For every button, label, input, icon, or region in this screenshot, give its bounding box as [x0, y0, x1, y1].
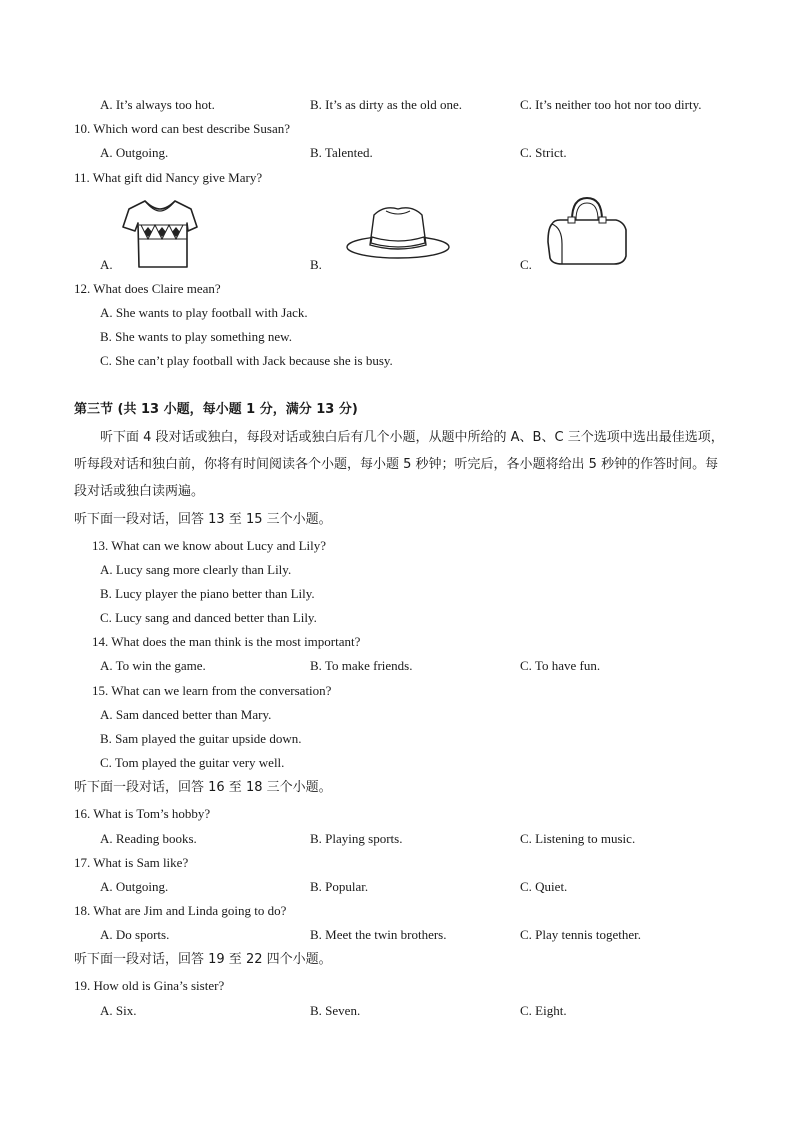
q9-option-b: B. It’s as dirty as the old one. — [310, 97, 463, 112]
q14-option-b: B. To make friends. — [310, 658, 413, 673]
q16-question: 16. What is Tom’s hobby? — [74, 806, 211, 821]
q19-question: 19. How old is Gina’s sister? — [74, 978, 225, 993]
dialog-intro-13-15: 听下面一段对话，回答 13 至 15 三个小题。 — [74, 512, 332, 527]
q12-option-c: C. She can’t play football with Jack because she is busy. — [100, 353, 393, 368]
q9-option-a: A. It’s always too hot. — [100, 97, 215, 112]
q10-option-a: A. Outgoing. — [100, 145, 169, 160]
q16-option-a: A. Reading books. — [100, 831, 197, 846]
q10-question: 10. Which word can best describe Susan? — [74, 121, 291, 136]
q11-question: 11. What gift did Nancy give Mary? — [74, 170, 263, 185]
q11-option-c: C. — [520, 257, 532, 272]
q12-option-a: A. She wants to play football with Jack. — [100, 305, 308, 320]
q17-option-c: C. Quiet. — [520, 879, 568, 894]
hat-icon — [344, 203, 452, 261]
q15-question: 15. What can we learn from the conversation? — [92, 683, 332, 698]
handbag-icon — [544, 194, 630, 266]
q14-option-a: A. To win the game. — [100, 658, 206, 673]
section-instructions: 听下面 4 段对话或独白，每段对话或独白后有几个小题，从题中所给的 A、B、C 三个选项中选出最佳选项，听每段对话和独白前，你将有时间阅读各个小题，每小题 5 秒钟；听完后，各小题将给出 5 秒钟的作答时间。每段对话或独白读两遍。 — [74, 430, 724, 499]
q18-option-c: C. Play tennis together. — [520, 927, 641, 942]
q15-option-a: A. Sam danced better than Mary. — [100, 707, 272, 722]
q19-option-b: B. Seven. — [310, 1003, 361, 1018]
q10-option-c: C. Strict. — [520, 145, 567, 160]
q19-option-c: C. Eight. — [520, 1003, 567, 1018]
q11-option-b: B. — [310, 257, 322, 272]
q10-option-b: B. Talented. — [310, 145, 373, 160]
q14-option-c: C. To have fun. — [520, 658, 601, 673]
q14-question: 14. What does the man think is the most important? — [92, 634, 361, 649]
q9-option-c: C. It’s neither too hot nor too dirty. — [520, 97, 702, 112]
dialog-intro-19-22: 听下面一段对话，回答 19 至 22 四个小题。 — [74, 952, 332, 967]
q13-option-a: A. Lucy sang more clearly than Lily. — [100, 562, 292, 577]
q12-option-b: B. She wants to play something new. — [100, 329, 292, 344]
q18-option-a: A. Do sports. — [100, 927, 170, 942]
q17-option-a: A. Outgoing. — [100, 879, 169, 894]
q17-question: 17. What is Sam like? — [74, 855, 189, 870]
t-shirt-icon — [121, 197, 199, 271]
q18-question: 18. What are Jim and Linda going to do? — [74, 903, 287, 918]
q11-option-a: A. — [100, 257, 113, 272]
q16-option-b: B. Playing sports. — [310, 831, 403, 846]
q19-option-a: A. Six. — [100, 1003, 137, 1018]
q17-option-b: B. Popular. — [310, 879, 369, 894]
dialog-intro-16-18: 听下面一段对话，回答 16 至 18 三个小题。 — [74, 780, 332, 795]
q12-question: 12. What does Claire mean? — [74, 281, 221, 296]
q13-option-c: C. Lucy sang and danced better than Lily. — [100, 610, 317, 625]
q15-option-b: B. Sam played the guitar upside down. — [100, 731, 302, 746]
q15-option-c: C. Tom played the guitar very well. — [100, 755, 285, 770]
q16-option-c: C. Listening to music. — [520, 831, 636, 846]
q13-question: 13. What can we know about Lucy and Lily? — [92, 538, 327, 553]
section-heading: 第三节 (共 13 小题，每小题 1 分，满分 13 分) — [74, 402, 358, 417]
q13-option-b: B. Lucy player the piano better than Lily. — [100, 586, 315, 601]
q18-option-b: B. Meet the twin brothers. — [310, 927, 447, 942]
